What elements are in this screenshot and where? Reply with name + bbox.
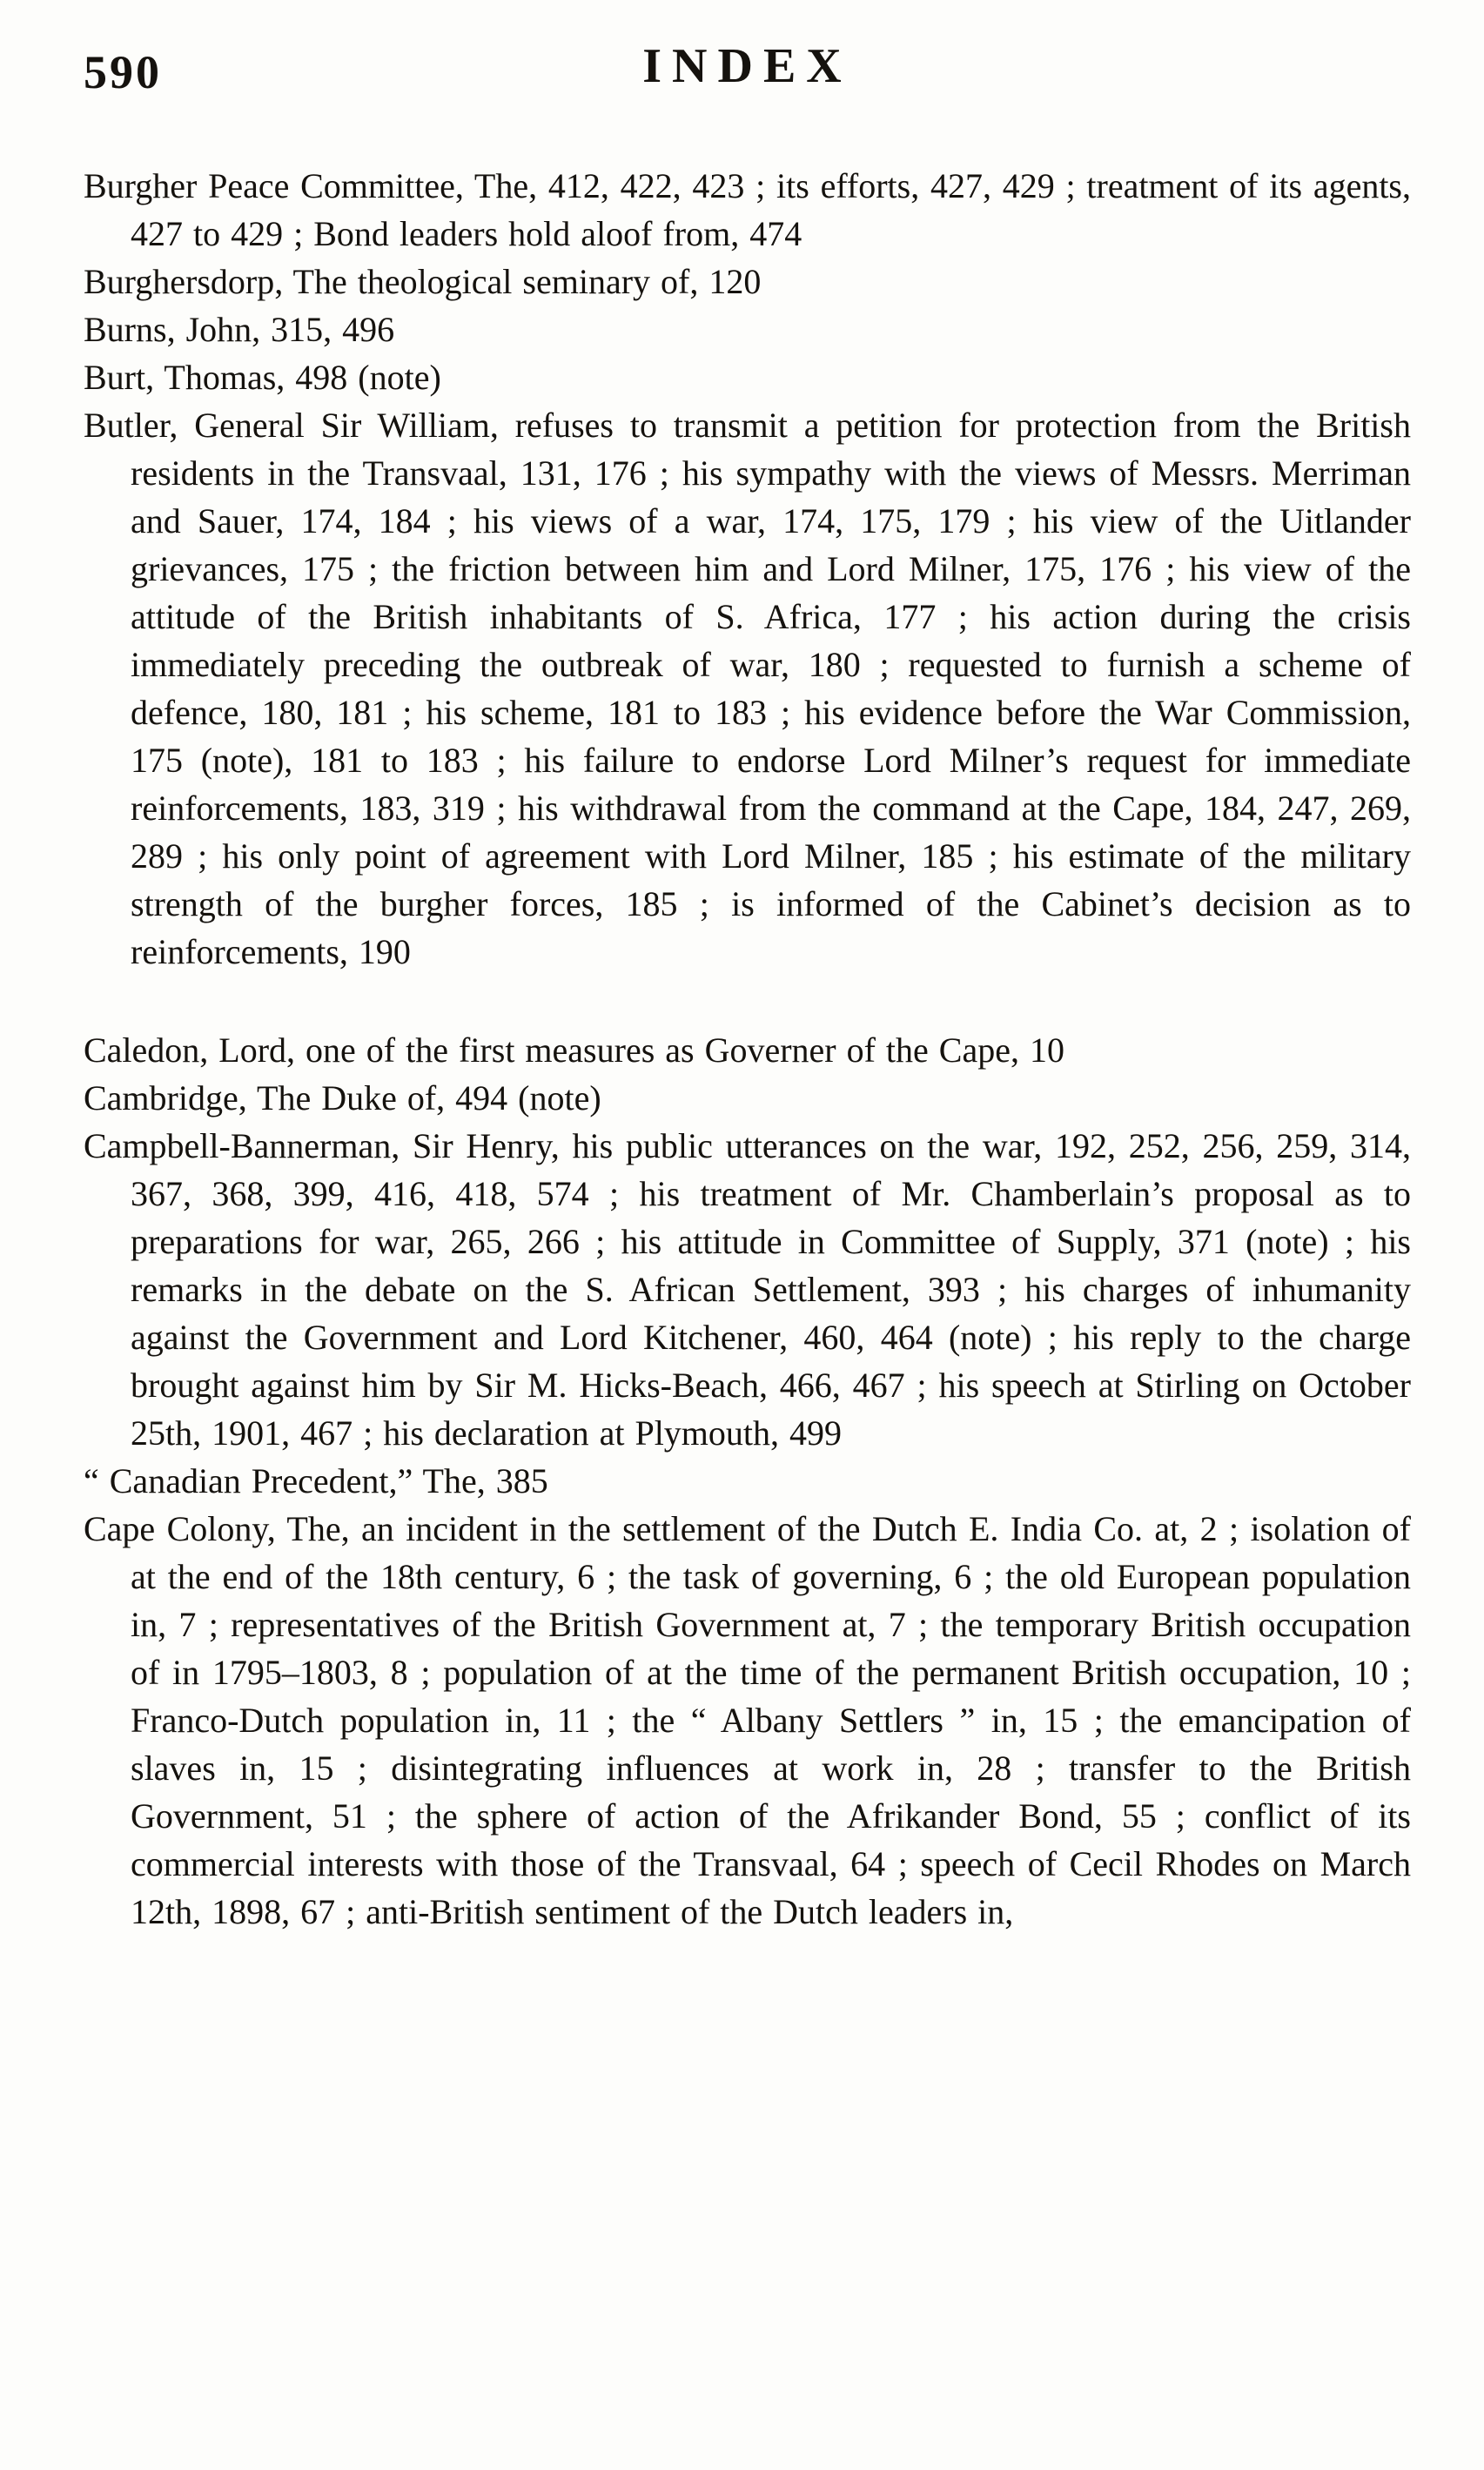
index-entry-burghersdorp: Burghersdorp, The theological seminary of, 120 bbox=[84, 262, 762, 301]
index-entry-burns-john: Burns, John, 315, 496 bbox=[84, 310, 395, 349]
index-entry-burt-thomas: Burt, Thomas, 498 (note) bbox=[84, 358, 441, 397]
index-entries-group-c bbox=[84, 1026, 1411, 1936]
index-entry-butler-general-sir-william: Butler, General Sir William, refuses to transmit a petition for protection from the British residents in the Transvaal, 131, 176 ; his sympathy with the views of Messrs. Merriman and Sauer, 174, 184 ; his views of a war, 174, 175, 179 ; his view of the Uitlander grievances, 175 ; the friction between him and Lord Milner, 175, 176 ; his view of the attitude of the British inhabitants of S. Africa, 177 ; his action during the crisis immediately preceding the outbreak of war, 180 ; requested to furnish a scheme of defence, 180, 181 ; his scheme, 181 to 183 ; his evidence before the War Commission, 175 (note), 181 to 183 ; his failure to endorse Lord Milner’s request for immediate reinforcements, 183, 319 ; his withdrawal from the command at the Cape, 184, 247, 269, 289 ; his only point of agreement with Lord Milner, 185 ; his estimate of the military strength of the burgher forces, 185 ; is informed of the Cabinet’s decision as to reinforcements, 190 bbox=[84, 406, 1411, 971]
page-title: INDEX bbox=[642, 39, 852, 93]
index-entries-group-b bbox=[84, 162, 1411, 976]
page-header bbox=[84, 38, 1411, 122]
index-entry-cambridge-duke-of: Cambridge, The Duke of, 494 (note) bbox=[84, 1078, 601, 1118]
index-entry-burgher-peace-committee: Burgher Peace Committee, The, 412, 422, 423 ; its efforts, 427, 429 ; treatment of its agents, 427 to 429 ; Bond leaders hold aloof from, 474 bbox=[84, 166, 1411, 253]
index-entry-campbell-bannerman: Campbell-Bannerman, Sir Henry, his public utterances on the war, 192, 252, 256, 259, 314, 367, 368, 399, 416, 418, 574 ; his treatment of Mr. Chamberlain’s proposal as to preparations for war, 265, 266 ; his attitude in Committee of Supply, 371 (note) ; his remarks in the debate on the S. African Settlement, 393 ; his charges of inhumanity against the Government and Lord Kitchener, 460, 464 (note) ; his reply to the charge brought against him by Sir M. Hicks-Beach, 466, 467 ; his speech at Stirling on October 25th, 1901, 467 ; his declaration at Plymouth, 499 bbox=[84, 1126, 1411, 1453]
index-entry-cape-colony: Cape Colony, The, an incident in the settlement of the Dutch E. India Co. at, 2 ; isolation of at the end of the 18th century, 6 ; the task of governing, 6 ; the old European population in, 7 ; representatives of the British Government at, 7 ; the temporary British occupation of in 1795–1803, 8 ; population of at the time of the permanent British occupation, 10 ; Franco-Dutch population in, 11 ; the “ Albany Settlers ” in, 15 ; the emancipation of slaves in, 15 ; disintegrating influences at work in, 28 ; transfer to the British Government, 51 ; the sphere of action of the Afrikander Bond, 55 ; conflict of its commercial interests with those of the Transvaal, 64 ; speech of Cecil Rhodes on March 12th, 1898, 67 ; anti-British sentiment of the Dutch leaders in, bbox=[84, 1509, 1411, 1931]
index-entry-caledon-lord: Caledon, Lord, one of the first measures as Governer of the Cape, 10 bbox=[84, 1030, 1064, 1070]
page-number: 590 bbox=[84, 46, 162, 98]
index-entry-canadian-precedent: “ Canadian Precedent,” The, 385 bbox=[84, 1461, 548, 1500]
